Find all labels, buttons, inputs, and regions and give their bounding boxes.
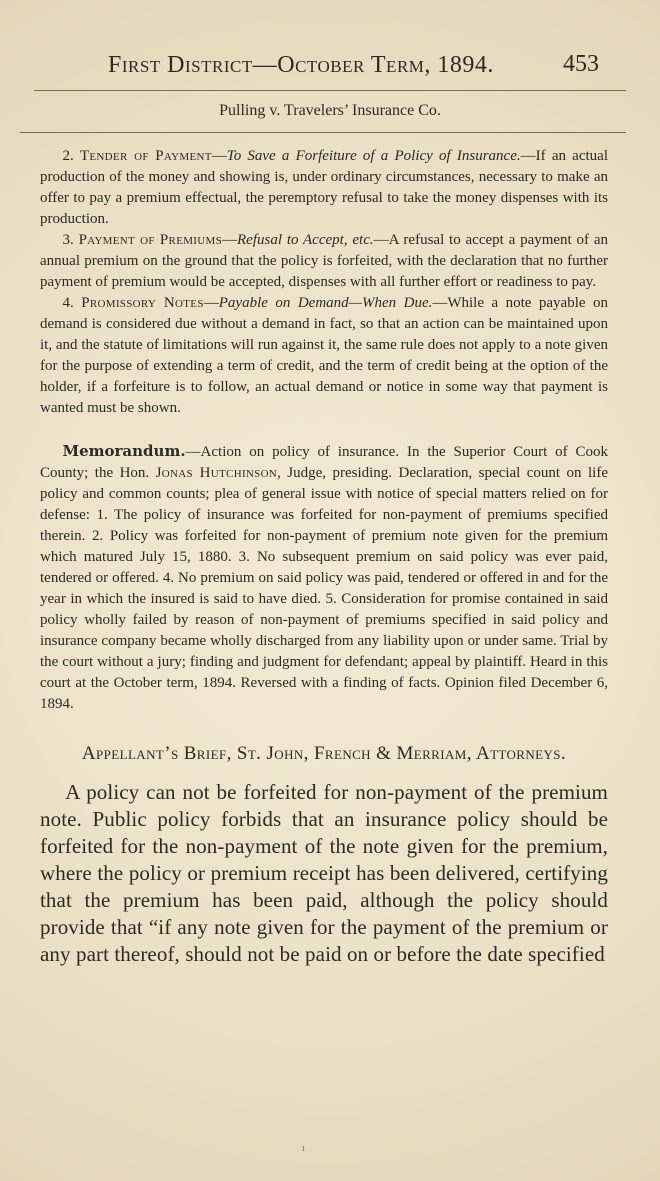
headnote-2-topic: Tender of Payment (79, 148, 212, 164)
headnote-4-text: While a note payable on demand is considered due without a demand in fact, so that an action can be maintained upon it, and the statute of limitations will run against it, the same rule does not apply to a note given for the purpose of extending a term of credit, and the term of credit being at the option of the holder, if a forfeiture is to follow, an actual demand or notice in some way that payment is wanted must be shown. (40, 295, 609, 416)
memorandum-label: Memorandum. (62, 442, 186, 460)
page-content (40, 146, 608, 989)
case-title: Pulling v. Travelers’ Insurance Co. (219, 102, 441, 119)
running-head: First District—October Term, 1894. (108, 52, 494, 78)
brief-text: A policy can not be forfeited for non-payment of the premium note. Public policy forbids that an insurance policy should be forfeited for the non-payment of the note given for the premium, where the policy or premium receipt has been delivered, certifying that the premium has been paid, although the policy should provide that “if any note given for the payment of the premium or any part thereof, should not be paid on or before the date specified (40, 780, 608, 966)
brief-heading: Appellant’s Brief, St. John, French & Merriam, Attorneys. (81, 743, 567, 764)
headnote-3-number: 3. (62, 232, 74, 248)
headnote-2-text: If an actual production of the money and showing is, under ordinary circumstances, necessary to make an offer to pay a premium effectual, the peremptory refusal to take the money dispenses with its production. (40, 148, 608, 227)
headnote-3-text: A refusal to accept a payment of an annual premium on the ground that the policy is forfeited, with the declaration that no further payment of premium would be accepted, dispenses with all further effort or readiness to pay. (40, 232, 608, 290)
judge-name: Jonas Hutchinson (155, 465, 278, 481)
page-number: 453 (563, 51, 599, 77)
page-header (0, 34, 660, 78)
headnote-4-topic: Promissory Notes (81, 295, 204, 311)
header-rule-top (34, 90, 626, 91)
headnote-2: 2. Tender of Payment—To Save a Forfeiture of a Policy of Insurance.—If an actual production of the money and showing is, under ordinary circumstances, necessary to make an offer to pay a premium effectual, the peremptory refusal to take the money dispenses with its production. (40, 148, 608, 227)
memorandum-paragraph (40, 441, 608, 715)
headnote-3: 3. Payment of Premiums—Refusal to Accept, etc.—A refusal to accept a payment of an annual premium on the ground that the policy is forfeited, with the declaration that no further payment of premium would be accepted, dispenses with all further effort or readiness to pay. (40, 232, 608, 290)
headnote-4-number: 4. (62, 295, 74, 311)
headnote-2-number: 2. (62, 148, 74, 164)
memorandum-text: —Action on policy of insurance. In the Superior Court of Cook County; the Hon. (40, 444, 608, 481)
headnote-4: 4. Promissory Notes—Payable on Demand—When Due.—While a note payable on demand is considered due without a demand in fact, so that an action can be maintained upon it, and the statute of limitations will run against it, the same rule does not apply to a note given for the purpose of extending a term of credit, and the term of credit being at the option of the holder, if a forfeiture is to follow, an actual demand or notice in some way that payment is wanted must be shown. (40, 295, 609, 416)
header-rule-bottom (20, 132, 626, 133)
footer-mark: ı (302, 1143, 305, 1154)
headnote-3-topic: Payment of Premiums (78, 232, 223, 248)
headnote-4-subtopic: Payable on Demand—When Due. (218, 295, 433, 311)
headnote-3-subtopic: Refusal to Accept, etc. (237, 232, 374, 248)
headnote-2-subtopic: To Save a Forfeiture of a Policy of Insurance. (226, 148, 521, 164)
memorandum-text-2: , Judge, presiding. Declaration, special count on life policy and common counts; plea of general issue with notice of special matters relied on for defense: 1. The policy of insurance was forfeited for non-payment of premiums specified therein. 2. Policy was forfeited for non-payment of premium note given for the premium which matured July 15, 1880. 3. No subsequent premium on said policy was ever paid, tendered or offered. 4. No premium on said policy was paid, tendered or offered in and for the year in which the insured is said to have died. 5. Consideration for promise contained in said policy wholly failed by reason of non-payment of premiums specified in said policy and insurance company became wholly discharged from any liability upon or under same. Trial by the court without a jury; finding and judgment for defendant; appeal by plaintiff. Heard in this court at the October term, 1894. Reversed with a finding of facts. Opinion filed December 6, 1894. (40, 465, 608, 712)
